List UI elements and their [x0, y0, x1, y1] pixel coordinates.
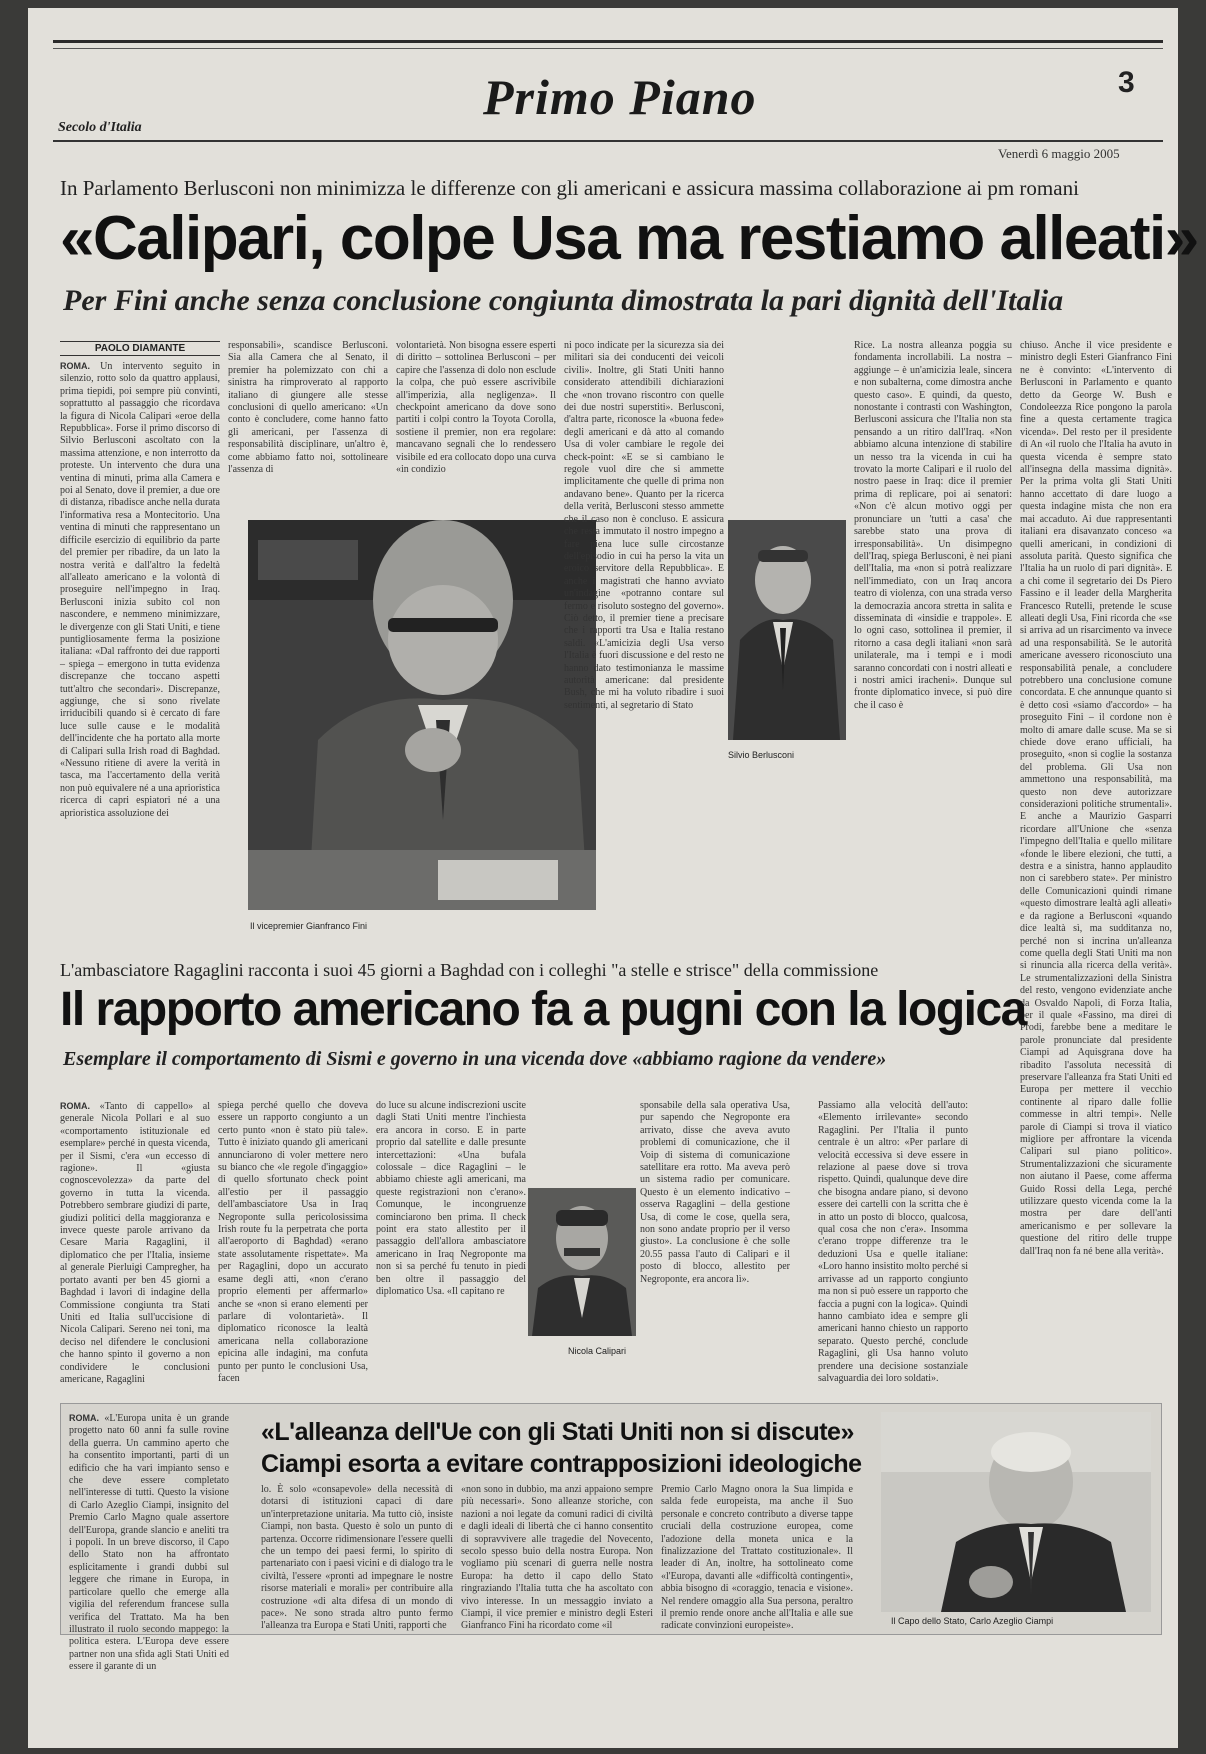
- calipari-portrait-image: [528, 1188, 636, 1336]
- paper-name: Secolo d'Italia: [58, 120, 142, 135]
- story1-byline: PAOLO DIAMANTE: [60, 341, 220, 356]
- story1-column-5: Rice. La nostra alleanza poggia su fondamenta incrollabili. La nostra – aggiunge – è un'amicizia leale, sincera e non subalterna, come dimostra anche questo caso». E quindi, da questo, nonostante i contrasti con Washington, Berlusconi assicura che l'Italia non sta pensando a un ritiro dall'Iraq. «Non abbiamo alcuna intenzione di stabilire un nesso tra la vicenda in cui ha trovato la morte Calipari e il ruolo del nostro paese in Iraq: dice il premier prima di replicare, poi ai senatori: «Non c'è alcun motivo oggi per pronunciare un 'tutti a casa' che sarebbe stato una prova di irresponsabilità». Un disimpegno dell'Iraq, spiega Berlusconi, è nei piani dell'Italia, ma «non si potrà realizzare nell'immediato, con un Iraq ancora teatro di violenza, con una strada verso la democrazia ancora stretta in salita e disseminata di «insidie e trappole». E lo ogni caso, sottolinea il premier, il ritorno a casa degli italiani «non sarà unilaterale, ma i tempi e i modi saranno concordati con i nostri alleati e i nostri amici iracheni». Dunque sul fronte diplomatico invece, si può dire che il caso è: [854, 340, 1012, 711]
- top-rule: [53, 40, 1163, 43]
- issue-date: Venerdì 6 maggio 2005: [998, 146, 1120, 161]
- dateline: ROMA.: [69, 1413, 99, 1423]
- story2-headline: Il rapporto americano fa a pugni con la logica: [60, 983, 1026, 1036]
- story1-kicker: In Parlamento Berlusconi non minimizza le differenze con gli americani e assicura massima collaborazione ai pm romani: [60, 176, 1079, 200]
- story1-column-3: volontarietà. Non bisogna essere esperti di diritto – sottolinea Berlusconi – per capire che l'assenza di dolo non esclude la colpa, che può essere ascrivibile all'imperizia, alla negligenza». Il checkpoint americano da dove sono partiti i colpi contro la Toyota Corolla, sostiene il premier, non era regolare: mancavano segnali che lo rendessero visibile ed era collocato dopo una curva «in condizio: [396, 340, 556, 476]
- story3-column-4: Premio Carlo Magno onora la Sua limpida e salda fede europeista, ma anche il Suo personale e concreto contributo a diverse tappe cruciali della costruzione europea, come l'adozione della moneta unica e la finalizzazione del Trattato costituzionale». Il leader di An, inoltre, ha sottolineato come «l'Europa, davanti alle «difficoltà contingenti», abbia bisogno di «coraggio, tenacia e visione». Nel rendere omaggio alla Sua persona, peraltro il premio rende onore anche all'Italia e alle sue radicate convinzioni europeiste».: [661, 1484, 853, 1632]
- story2-column-1: ROMA. «Tanto di cappello» al generale Nicola Pollari e al suo «comportamento istituzionale ed esemplare» perché in questa vicenda, per il Sismi, c'era «un eccesso di ragione». Il «giusta cognoscevolezza» da parte del governo in tutta la vicenda. Potrebbero sembrare giudizi di parte, giudizi politici della maggioranza e invece queste parole arrivano da Cesare Maria Ragaglini, il diplomatico che per l'Italia, insieme al generale Pierluigi Campregher, ha portato avanti per ben 45 giorni a Baghdad i lavori di indagine della Commissione congiunta tra Stati Uniti ed Italia sull'uccisione di Nicola Calipari. Sereno nei toni, ma deciso nel difendere le conclusioni che hanno spinto il governo a non condividere le conclusioni americane, Ragaglini: [60, 1101, 210, 1385]
- story1-column-6: chiuso. Anche il vice presidente e ministro degli Esteri Gianfranco Fini ne è convinto: «L'intervento di Berlusconi in Parlamento e quanto detto da George W. Bush e Condoleezza Rice pongono la parola fine a questa certamente tragica vicenda». Del resto per il presidente di An «il ruolo che l'Italia ha avuto in questa vicenda è sempre stato all'insegna della massima dignità». Per la prima volta gli Stati Uniti hanno accettato di dare luogo a questa indagine mista che non era mai accaduto. Ai due rappresentanti italiani era disavanzato conceso «a quelli americani, in condizioni di assoluta parità. Questo significa che l'Italia ha un ruolo di pari dignità». E a chi come il segretario dei Ds Piero Fassino e il leader della Margherita Francesco Rutelli, pretende le scuse alleati degli Usa, Fini ricorda che «se si arriva ad un risarcimento va invece ad una responsabilità. Se le autorità americane avessero riconosciuto una responsabilità penale, a concludere potrebbero una conclusione comune concordata. E che annunque quanto si è detto così «siamo d'accordo» – ha proseguito Fini – il cordone non è molto di amare dalle scuse. Ma se si chiede dove erano ufficiali, ha proseguito, «non si coglie la sostanza del problema. Gli Usa non ammettono una responsabilità, ma questo non deve autorizzare considerazioni politiche strumentali». E anche a Maurizio Gasparri ricordare all'Unione che «senza l'impegno dell'Italia e quello militare «fonde le libere elezioni, che tutti, a destra e a sinistra, hanno applaudito non ci sarebbero state». Per ministro delle Comunicazioni quindi rimane «questo dimostrare lealtà agli alleati» e da ragione a Berlusconi «quando dice lealtà sì, ma sudditanza no, perché non si incrina un'alleanza come quella degli Stati Uniti ma non si rinuncia alla ricerca della verità». Le strumentalizzazioni della Sinistra del resto, vengono evidenziate anche da Osvaldo Napoli, di Forza Italia, per il quale «Fassino, ma direi di Prodi, farebbe bene a meditare le parole pronunciate dal presidente Ciampi ad Aquisgrana dove ha ribadito l'assoluta necessità di preservare l'alleanza fra Stati Uniti ed Europa per mettere il vecchio continente al riparo dalle follie commesse in altri tempi». Nelle parole di Ciampi si trova il viatico migliore per affrontare la vicenda Calipari sul piano politico». Strumentalizzazioni che sicuramente non aiutano il Paese, come afferma Guido Rossi della Lega, perché utilizzare questo vicenda come la la mostra per dare dell'anti americanismo e per sollevare la questione del ritiro delle truppe dall'Iraq non fa né bene alla verità».: [1020, 340, 1172, 1257]
- story1-subhead: Per Fini anche senza conclusione congiunta dimostrata la pari dignità dell'Italia: [63, 284, 1064, 317]
- photo-gianfranco-fini: [248, 520, 596, 910]
- story3-headline-1: «L'alleanza dell'Ue con gli Stati Uniti non si discute»: [261, 1418, 854, 1446]
- photo-nicola-calipari: [528, 1188, 636, 1336]
- story2-column-5: Passiamo alla velocità dell'auto: «Elemento irrilevante» secondo Ragaglini. Per l'Italia il punto centrale è un altro: «Per parlare di velocità eccessiva si deve essere in relazione al paese dove si trova rispetto. Quindi, qualunque deve dire che bisogna andare piano, si devono essere dei cartelli con la scritta che è in atto un posto di blocco, qualcosa, qual cosa che non c'era». Insomma c'erano troppe differenze tra le deduzioni Usa e quelle italiane: «Loro hanno insistito molto perché si arrivasse ad un rapporto congiunto ma non si può essere un rapporto che faccia a pugni con la logica». Quindi hanno cambiato idea e sempre gli americani hanno chiesto un rapporto separato. Questo perché, conclude Ragaglini, gli Usa hanno voluto prendere una decisione sostanziale salvaguardia dei loro soldati».: [818, 1100, 968, 1384]
- newspaper-page: [28, 8, 1198, 1748]
- story1-column-2: responsabili», scandisce Berlusconi. Sia alla Camera che al Senato, il premier ha polemizzato con chi a sinistra ha rimproverato al rapporto italiano di giungere alle stesse conclusioni di quello americano: «Un conto è concludere, come hanno fatto gli americani, per l'assenza di responsabilità disciplinare, un'altro è, come abbiamo fatto noi, sottolineare l'assenza di: [228, 340, 388, 476]
- photo-carlo-azeglio-ciampi: [881, 1412, 1151, 1612]
- story2-column-3: do luce su alcune indiscrezioni uscite dagli Stati Uniti mentre l'inchiesta era ancora in corso. E in parte proprio dal satellite e dalle presunte intercettazioni: «Una bufala colossale – dice Ragaglini – le abbiamo chieste agli americani, ma queste registrazioni non c'erano». Comunque, le incongruenze cominciarono ben prima. Il check point era stato allestito per il passaggio dell'allora ambasciatore americano in Iraq Negroponte ma non si sa perché fu tenuto in piedi ben oltre il passaggio del diplomatico Usa. «Il capitano re: [376, 1100, 526, 1298]
- fini-portrait-image: [248, 520, 596, 910]
- story3-headline-2: Ciampi esorta a evitare contrapposizioni ideologiche: [261, 1450, 862, 1478]
- dateline: ROMA.: [60, 361, 90, 371]
- page-number: 3: [1118, 66, 1135, 99]
- photo1-caption: Il vicepremier Gianfranco Fini: [250, 921, 368, 931]
- masthead-rule: [53, 140, 1163, 142]
- story3-column-1: ROMA. «L'Europa unita è un grande progetto nato 60 anni fa sulle rovine della guerra. Un cammino aperto che ha consentito importanti, parti di un edificio che ha vari impianto senso e che deve essere completato nell'interesse di tutti. Questo la visione di Carlo Azeglio Ciampi, insignito del Premio Carlo Magno quale assertore dell'Europa, grande slancio e aneliti tra i popoli. In un breve discorso, il Capo dello Stato non ha affrontato esplicitamente i grandi dubbi sul leggere che rimane in Europa, in particolare quello che emerge alla vigilia del referendum francese sulla verifica del Trattato. Ma ha ben illustrato il ruolo secondo mappego: la politica estera. L'Europa deve essere partner non una sfida agli Stati Uniti ed essere il garante di un: [69, 1413, 229, 1673]
- ciampi-story-box: [60, 1403, 1162, 1673]
- story2-subhead: Esemplare il comportamento di Sismi e governo in una vicenda dove «abbiamo ragione da vendere»: [63, 1048, 887, 1070]
- story3-column-2: lo. È solo «consapevole» della necessità di dotarsi di istituzioni capaci di dare un'interpretazione unitaria. Ma tutto ciò, insiste Ciampi, non basta. Questo è solo un punto di partenza. Occorre ridimensionare l'essere quelli che un tempo dei paesi fermi, lo spirito di partenariato con i paesi vicini e di dialogo tra le civiltà, l'essere «pronti ad impegnare le nostre risorse materiali e morali» per contribuire alla costruzione «di alta difesa di un mondo di pace». Ne sono strada altro punto fermo l'alleanza tra Europa e Stati Uniti, rapporti che: [261, 1484, 453, 1632]
- photo2-caption: Silvio Berlusconi: [728, 750, 795, 760]
- story2-column-4: sponsabile della sala operativa Usa, pur sapendo che Negroponte era arrivato, disse che aveva avuto problemi di comunicazione, che il Voip di sistema di comunicazione satellitare era rotto. Ma aveva però un sistema radio per comunicare. Questo è un elemento indicativo – osserva Ragaglini – della gestione Usa, di come le cose, quella sera, non sono andate proprio per il verso giusto». La conclusione è che solle 20.55 passa l'auto di Calipari e il posto di blocco, allestito per Negroponte, era ancora lì».: [640, 1100, 790, 1285]
- story1-column-1: ROMA. Un intervento seguito in silenzio, rotto solo da quattro applausi, prima tiepidi, poi sempre più convinti, soprattutto al passaggio che ricordava la figura di Nicola Calipari «eroe della Repubblica». Forse il primo discorso di Silvio Berlusconi ascoltato con la massima attenzione, e non interrotto da proteste. Un intervento che dura una ventina di minuti, prima alla Camera e poi al Senato, dove il premier, a due ore di distanza, ribadisce anche nella durata l'informativa resa a Montecitorio. Una ventina di minuti che rappresentano un difficile esercizio di equilibrio da parte del premier per ribadire, da un lato la nostra verità e dall'altro la fedeltà all'alleato americano e la volontà di proseguire nell'impegno in Iraq. Berlusconi inizia subito col non nascondere, e nemmeno minimizzare, le divergenze con gli Stati Uniti, e tiene puntigliosamente ferma la posizione italiana: «Dal raffronto dei due rapporti – spiega – emergono in tutta evidenza discrepanze che toccano aspetti tutt'altro che secondari». Discrepanze, aggiunge, che si sono rivelate irriducibili quando si è cercato di fare luce sulle cause e le modalità dell'incidente che ha portato alla morte di Calipari sulla Irish road di Baghdad. «Nessuno ritiene di avere la verità in tasca, ma l'accertamento della verità non può equivalere né a una aprioristica ricerca di capri espiatori né a una aprioristica assoluzione dei: [60, 361, 220, 819]
- story2-photo-caption: Nicola Calipari: [568, 1346, 627, 1356]
- story3-column-3: «non sono in dubbio, ma anzi appaiono sempre più necessari». Sono alleanze storiche, con nazioni a noi legate da comuni radici di civiltà e dagli ideali di libertà che ci hanno consentito di sopravvivere alle tragedie del Novecento, secolo spesso buio della nostra Europa. Non vogliamo più scenari di guerra nelle nostra Europa: ha detto il capo dello Stato ringraziando l'Italia tutta che ha ascoltato con vivo interesse. In un messaggio inviato a Ciampi, il vice premier e ministro degli Esteri Gianfranco Fini ha ricordato come «il: [461, 1484, 653, 1632]
- story2-column-2: spiega perché quello che doveva essere un rapporto congiunto a un certo punto «non è stato più tale». Tutto è iniziato quando gli americani annunciarono di voler mettere nero su bianco che «le regole d'ingaggio» di quello sfortunato check point all'estio per il passaggio dell'ambasciatore Usa in Iraq Negroponte sulla pericolosissima Irish route fu la perpetrata che porta all'aeroporto di Baghdad) «erano state assolutamente rispettate». Ma per Ragaglini, dopo un accurato esame degli atti, «non c'erano proprio elementi per affermarlo» anche se «non si erano elementi per parlare di volontarietà». Il diplomatico riconosce la lealtà americana nella collaborazione epicina alle indagini, ma confuta punto per punto le conclusioni Usa, facen: [218, 1100, 368, 1384]
- dateline: ROMA.: [60, 1101, 90, 1111]
- top-rule-thin: [53, 48, 1163, 49]
- story1-column-4: ni poco indicate per la sicurezza sia dei militari sia dei conducenti dei veicoli civili». Inoltre, gli Stati Uniti hanno considerato attendibili dichiarazioni che «non trovano riscontro con quelle dei due nostri superstiti». Berlusconi, d'altra parte, riconosce la «buona fede» degli americani e dà atto al comando Usa di voler cambiare le regole dei check-point: «E se si cambiano le regole vuol dire che si ammette implicitamente che quelle di prima non andavano bene». Quanto per la ricerca della verità, Berlusconi stesso ammette che il caso non è concluso. E assicura che resta immutato il nostro impegno a fare piena luce sulle circostanze dell'episodio in cui ha perso la vita un eroico servitore della Repubblica». E anche i magistrati che hanno avviato un'indagine «potranno contare sul fermo e risoluto sostegno del governo». Ciò detto, il premier tiene a precisare che i rapporti tra Usa e Italia restano saldi. «L'amicizia degli Usa verso l'Italia è fuori discussione e del resto ne hanno dato testimonianza le massime autorità americane: dal presidente Bush, che mi ha voluto ribadire i suoi sentimenti, al segretario di Stato: [564, 340, 724, 711]
- section-title: Primo Piano: [483, 69, 757, 125]
- story2-kicker: L'ambasciatore Ragaglini racconta i suoi 45 giorni a Baghdad con i colleghi "a stelle e strisce" della commissione: [60, 960, 879, 980]
- photo-silvio-berlusconi: [728, 520, 846, 740]
- ciampi-portrait-image: [881, 1412, 1151, 1612]
- berlusconi-portrait-image: [728, 520, 846, 740]
- story3-photo-caption: Il Capo dello Stato, Carlo Azeglio Ciampi: [891, 1616, 1054, 1626]
- story1-headline: «Calipari, colpe Usa ma restiamo alleati»: [60, 204, 1198, 273]
